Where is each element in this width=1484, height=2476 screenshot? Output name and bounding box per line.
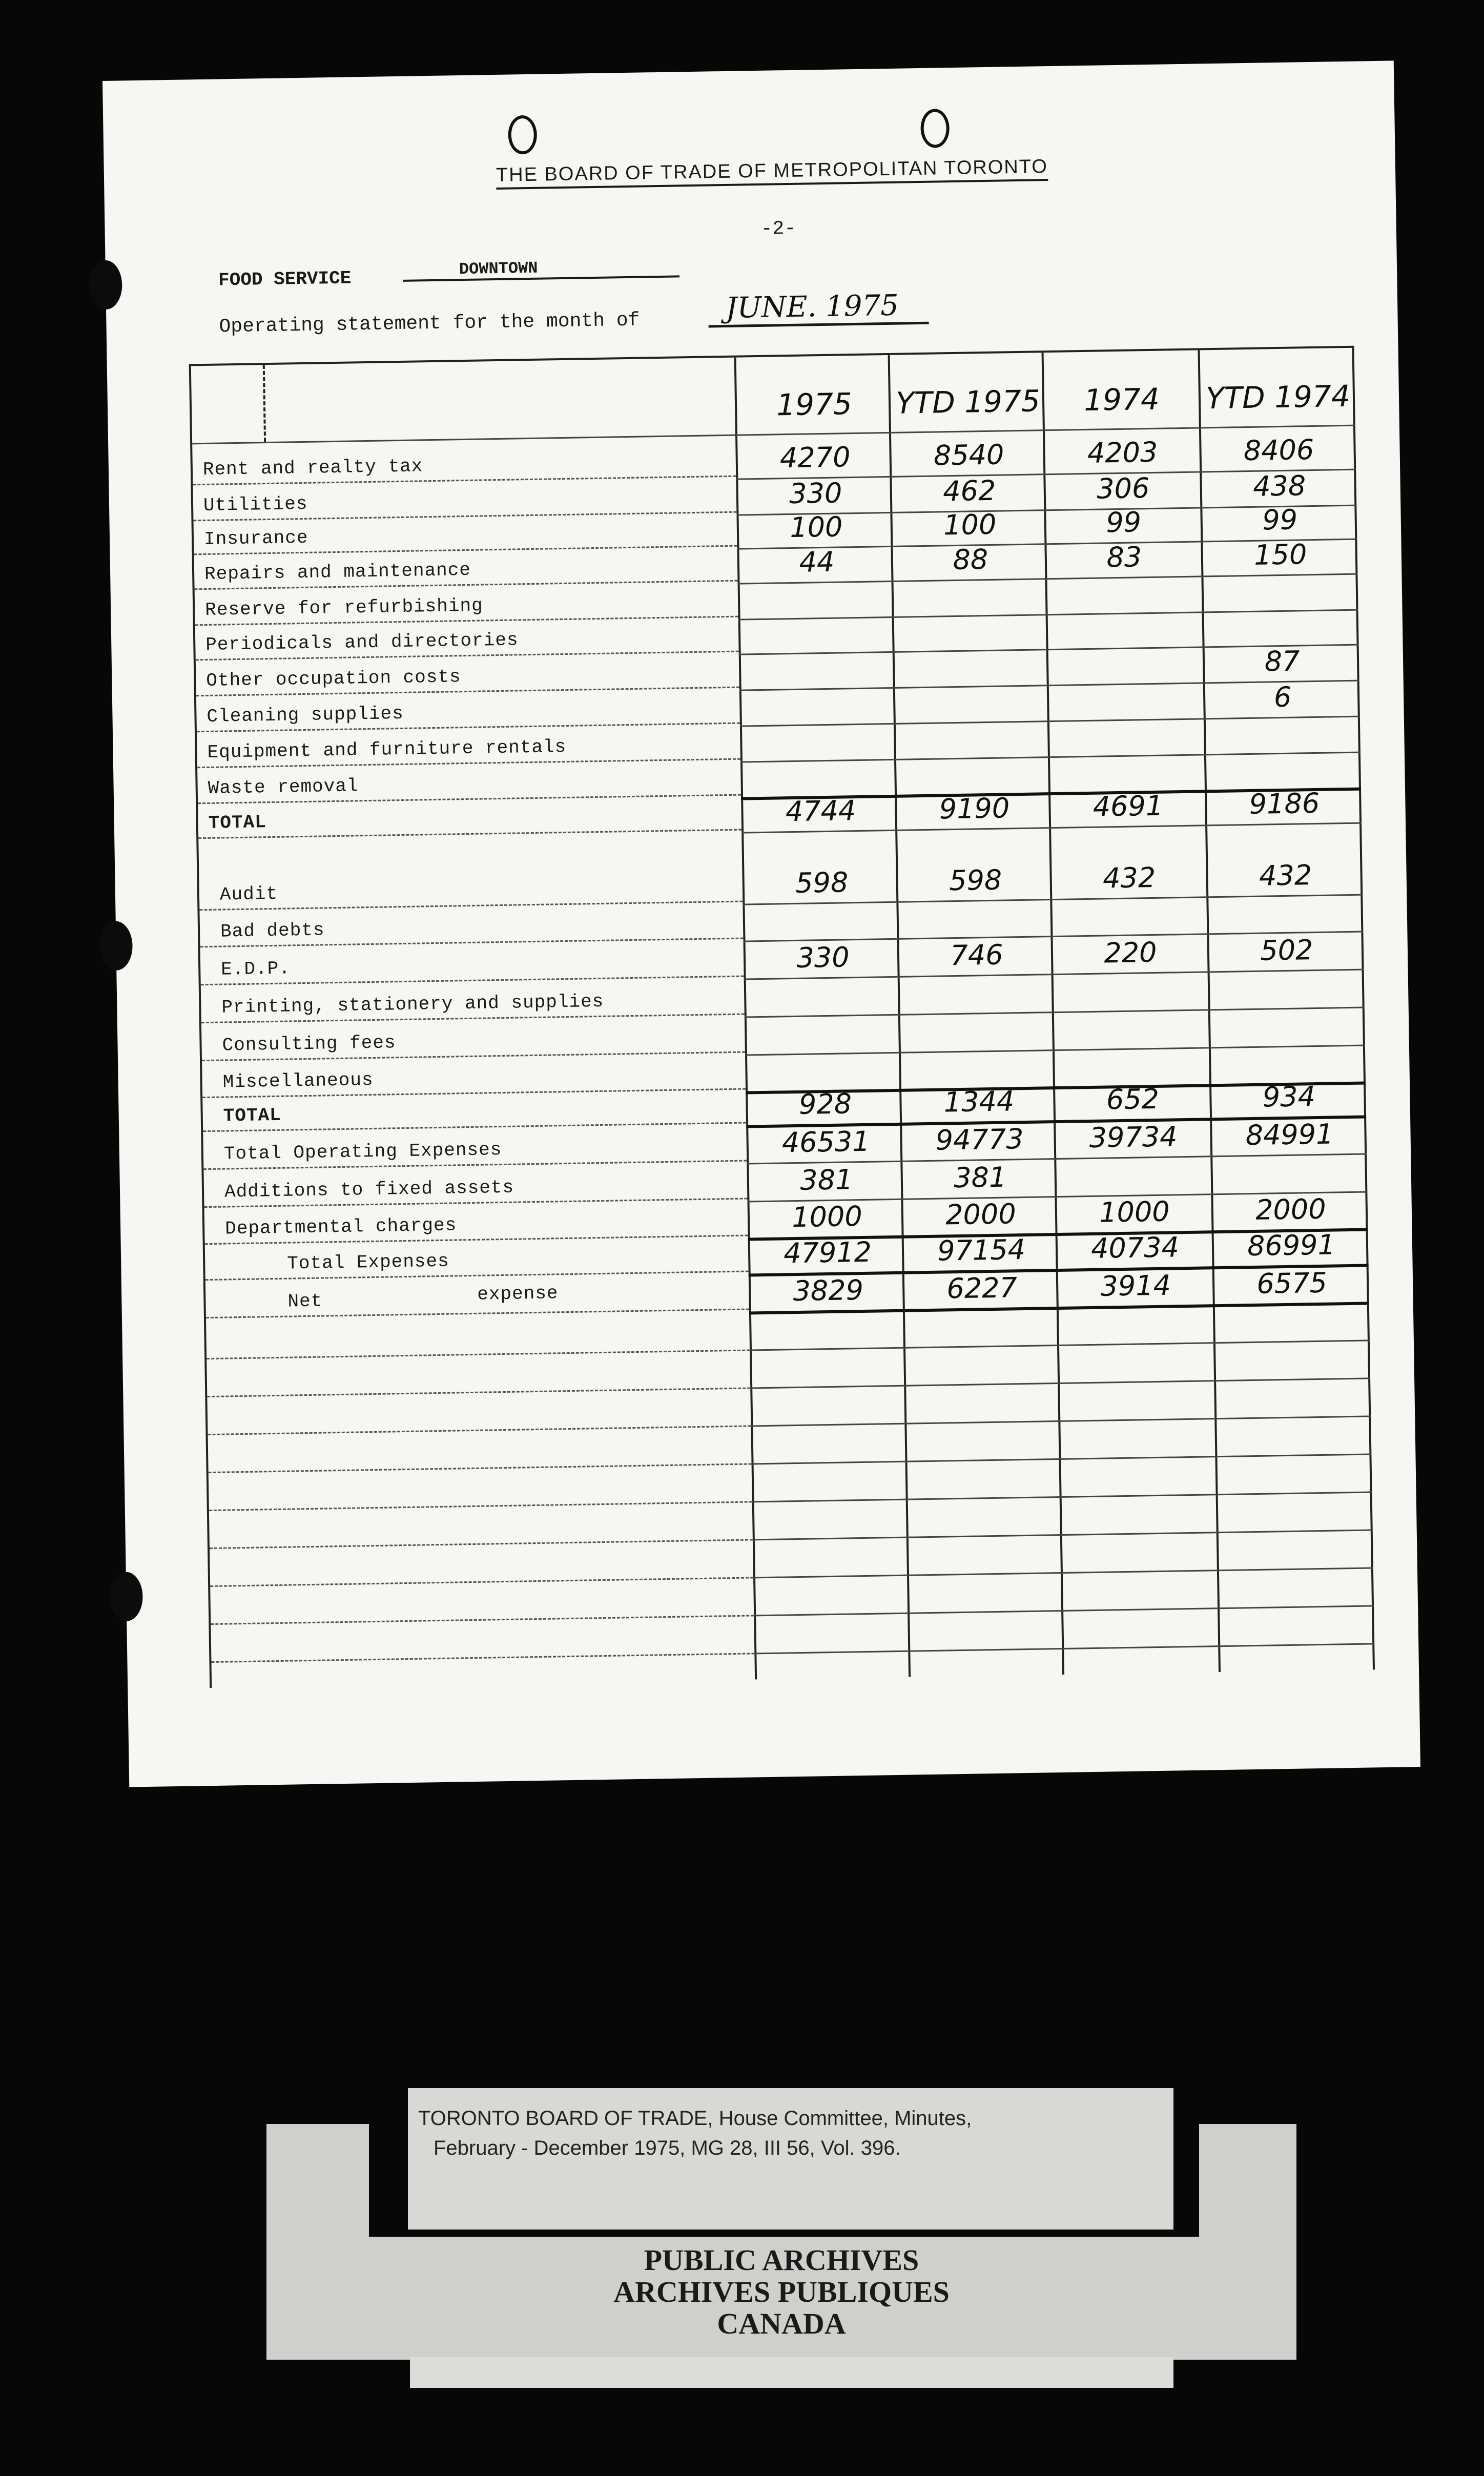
empty-row-rule (753, 1529, 1373, 1540)
column-header-1974: 1974 (1083, 381, 1160, 418)
page-number: -2- (760, 217, 796, 240)
row-label: Equipment and furniture rentals (207, 736, 567, 763)
column-divider (1352, 348, 1375, 1670)
table-cell: 4691 (1093, 789, 1164, 823)
table-cell: 150 (1253, 538, 1307, 571)
header-divider (263, 365, 266, 442)
table-cell: 928 (798, 1087, 852, 1121)
row-label: Bad debts (220, 919, 325, 942)
row-rule (740, 716, 1360, 727)
table-cell: 746 (950, 938, 1004, 972)
table-cell: 86991 (1247, 1228, 1336, 1263)
column-header-1975: 1975 (776, 386, 853, 423)
empty-row-leader (209, 1501, 752, 1511)
empty-row-rule (753, 1567, 1373, 1578)
table-cell: 598 (795, 866, 849, 899)
food-service-value: DOWNTOWN (403, 256, 680, 281)
archive-caption-label (408, 2088, 1173, 2230)
table-cell: 432 (1102, 861, 1156, 895)
empty-row-rule (754, 1643, 1374, 1654)
table-cell: 47912 (783, 1235, 872, 1270)
empty-row-rule (751, 1415, 1371, 1427)
row-label: Miscellaneous (222, 1069, 374, 1093)
row-label: Periodicals and directories (205, 629, 519, 655)
table-cell: 83 (1106, 541, 1142, 574)
row-label: Audit (219, 883, 278, 905)
table-cell: 1000 (1099, 1195, 1170, 1229)
row-label: Reserve for refurbishing (204, 595, 483, 621)
row-leader (198, 829, 741, 839)
empty-row-rule (752, 1453, 1372, 1464)
table-cell: 3829 (793, 1273, 864, 1308)
table-cell: 4203 (1087, 436, 1158, 469)
operating-statement-table (189, 346, 1375, 1688)
row-label-suffix: expense (477, 1283, 559, 1305)
empty-row-leader (208, 1425, 751, 1435)
stamp-line-2: ARCHIVES PUBLIQUES (613, 2275, 950, 2308)
stamp-line-1: PUBLIC ARCHIVES (644, 2243, 919, 2277)
table-cell: 438 (1252, 469, 1306, 503)
table-cell: 4744 (785, 794, 856, 828)
table-cell: 46531 (781, 1125, 871, 1159)
column-header-ytd-1975: YTD 1975 (895, 383, 1041, 421)
stamp-line-3: CANADA (717, 2307, 846, 2340)
row-leader (199, 901, 743, 911)
empty-row-leader (210, 1577, 753, 1587)
binder-hole-top-right (920, 109, 950, 148)
table-cell: 330 (796, 941, 850, 974)
table-cell: 1000 (791, 1200, 863, 1234)
table-cell: 1344 (943, 1085, 1015, 1119)
table-cell: 87 (1264, 645, 1300, 678)
row-label: Utilities (203, 493, 308, 517)
row-label: Consulting fees (222, 1032, 396, 1056)
row-label: Other occupation costs (206, 666, 461, 691)
table-cell: 44 (799, 545, 835, 579)
empty-row-rule (754, 1605, 1374, 1616)
table-cell: 4270 (779, 441, 851, 474)
table-cell: 39734 (1089, 1120, 1178, 1154)
row-label: TOTAL (208, 812, 267, 834)
row-label: Net (287, 1290, 323, 1312)
table-cell: 99 (1105, 506, 1142, 539)
empty-row-leader (207, 1349, 750, 1359)
table-cell: 100 (943, 508, 997, 542)
table-cell: 8406 (1243, 433, 1314, 467)
archives-stamp-text (359, 2244, 1204, 2340)
row-label: Insurance (203, 527, 308, 550)
empty-row-rule (750, 1339, 1370, 1351)
empty-row-leader (210, 1539, 753, 1549)
table-cell: 8540 (933, 438, 1004, 472)
table-cell: 598 (949, 863, 1002, 897)
table-cell: 97154 (937, 1233, 1026, 1267)
table-cell: 462 (942, 474, 996, 508)
punch-hole-middle (99, 921, 133, 971)
binder-hole-top-left (508, 115, 537, 155)
row-rule (738, 609, 1358, 621)
table-cell: 220 (1103, 936, 1157, 969)
row-label: Rent and realty tax (202, 456, 423, 481)
table-cell: 330 (789, 477, 842, 510)
operating-statement-label: Operating statement for the month of (219, 309, 640, 338)
organization-title: THE BOARD OF TRADE OF METROPOLITAN TORONTO (496, 156, 1048, 190)
empty-row-rule (750, 1377, 1370, 1389)
row-label: Printing, stationery and supplies (221, 991, 604, 1018)
row-label: Repairs and maintenance (204, 559, 471, 585)
column-header-ytd-1974: YTD 1974 (1205, 378, 1351, 416)
table-cell: 652 (1106, 1082, 1160, 1116)
table-cell: 432 (1259, 859, 1312, 892)
table-cell: 6227 (946, 1271, 1018, 1305)
food-service-label: FOOD SERVICE (218, 267, 352, 291)
row-rule (745, 1045, 1365, 1056)
table-cell: 2000 (1255, 1192, 1327, 1226)
table-cell: 84991 (1245, 1118, 1334, 1152)
operating-month: JUNE. 1975 (708, 288, 929, 328)
table-cell: 3914 (1100, 1269, 1171, 1303)
empty-row-rule (752, 1491, 1372, 1502)
table-cell: 99 (1262, 503, 1298, 537)
row-leader (203, 1122, 746, 1132)
row-label: Additions to fixed assets (224, 1177, 514, 1203)
row-label: TOTAL (223, 1104, 282, 1127)
table-cell: 381 (953, 1161, 1007, 1194)
caption-line-1: TORONTO BOARD OF TRADE, House Committee, Minutes, (418, 2107, 972, 2130)
table-cell: 100 (789, 510, 843, 544)
document-page (102, 60, 1420, 1787)
row-label: E.D.P. (220, 958, 291, 980)
table-cell: 6575 (1256, 1266, 1328, 1300)
table-cell: 306 (1096, 472, 1150, 505)
table-cell: 9190 (939, 792, 1010, 826)
punch-hole-upper (89, 260, 123, 310)
empty-row-leader (211, 1653, 754, 1663)
table-cell: 934 (1262, 1080, 1316, 1113)
table-cell: 381 (799, 1163, 853, 1196)
row-rule (740, 752, 1361, 763)
table-cell: 94773 (935, 1123, 1024, 1157)
archives-stamp-strip (410, 2357, 1173, 2388)
table-cell: 40734 (1090, 1231, 1180, 1265)
punch-hole-lower (110, 1572, 143, 1621)
empty-row-leader (209, 1463, 752, 1473)
row-rule (745, 1007, 1365, 1018)
table-cell: 88 (953, 543, 988, 576)
empty-row-leader (211, 1615, 754, 1625)
table-cell: 502 (1260, 934, 1313, 967)
table-cell: 9186 (1249, 787, 1320, 821)
row-label: Departmental charges (224, 1214, 457, 1240)
row-label: Cleaning supplies (207, 703, 404, 727)
row-label: Total Expenses (286, 1250, 450, 1274)
table-cell: 2000 (945, 1198, 1017, 1231)
table-cell: 6 (1273, 680, 1292, 714)
caption-line-2: February - December 1975, MG 28, III 56, Vol. 396. (434, 2137, 901, 2159)
row-label: Waste removal (208, 775, 359, 799)
empty-row-leader (207, 1387, 750, 1397)
row-label: Total Operating Expenses (223, 1139, 502, 1165)
